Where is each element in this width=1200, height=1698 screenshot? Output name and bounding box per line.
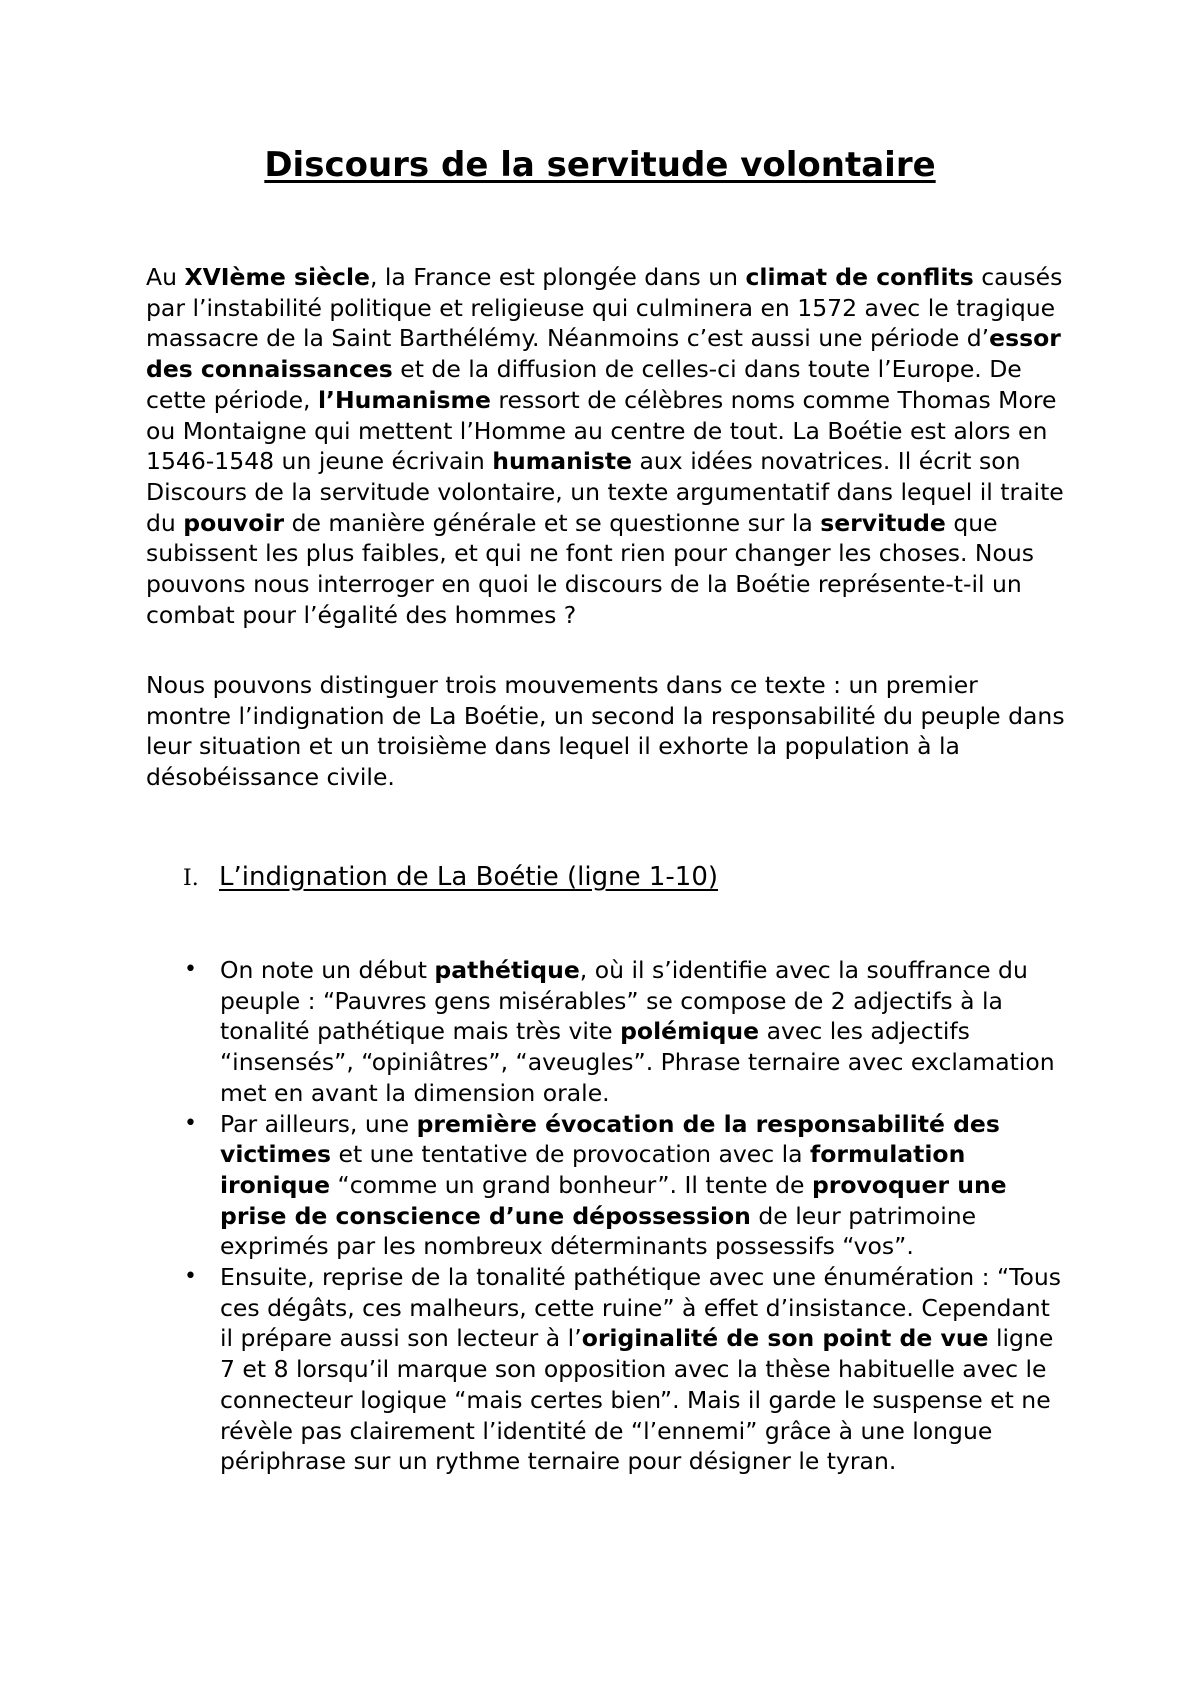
list-item-text: On note un début pathétique, où il s’identifie avec la souffrance du peuple : “Pauvres gens misérables” se compose de 2 adjectifs à la tonalité pathétique mais très vite polémique avec les adjectifs “insensés”, “opiniâtres”, “aveugles”. Phrase ternaire avec exclamation met en avant la dimension orale. bbox=[220, 956, 1055, 1107]
bold-run: essor des connaissances bbox=[146, 324, 1061, 384]
intro-paragraph: Au XVIème siècle, la France est plongée dans un climat de conflits causés par l’instabilité politique et religieuse qui culminera en 1572 avec le tragique massacre de la Saint Barthélémy. Néanmoins c’est aussi une période d’essor des connaissances et de la diffusion de celles-ci dans toute l’Europe. De cette période, l’Humanisme ressort de célèbres noms comme Thomas More ou Montaigne qui mettent l’Homme au centre de tout. La Boétie est alors en 1546-1548 un jeune écrivain humaniste aux idées novatrices. Il écrit son Discours de la servitude volontaire, un texte argumentatif dans lequel il traite du pouvoir de manière générale et se questionne sur la servitude que subissent les plus faibles, et qui ne font rien pour changer les choses. Nous pouvons nous interroger en quoi le discours de la Boétie représente-t-il un combat pour l’égalité des hommes ? bbox=[146, 263, 1064, 629]
list-item-text: Ensuite, reprise de la tonalité pathétique avec une énumération : “Tous ces dégâts, ces malheurs, cette ruine” à effet d’insistance. Cependant il prépare aussi son lecteur à l’originalité de son point de vue ligne 7 et 8 lorsqu’il marque son opposition avec la thèse habituelle avec le connecteur logique “mais certes bien”. Mais il garde le suspense et ne révèle pas clairement l’identité de “l’ennemi” grâce à une longue périphrase sur un rythme ternaire pour désigner le tyran. bbox=[220, 1263, 1062, 1476]
section-heading bbox=[183, 860, 718, 896]
bold-run: climat de conflits bbox=[745, 263, 974, 291]
bullet-icon: • bbox=[184, 1264, 197, 1290]
section-title: L’indignation de La Boétie (ligne 1-10) bbox=[219, 862, 719, 892]
bold-run: pouvoir bbox=[183, 508, 285, 537]
bold-run: formulation ironique bbox=[220, 1140, 966, 1199]
bold-run: l’Humanisme bbox=[318, 385, 491, 414]
list-item-text: Par ailleurs, une première évocation de la responsabilité des victimes et une tentative de provocation avec la formulation ironique “comme un grand bonheur”. Il tente de provoquer une prise de conscience d’une dépossession de leur patrimoine exprimés par les nombreux déterminants possessifs “vos”. bbox=[220, 1109, 1007, 1261]
bold-run: originalité de son point de vue bbox=[581, 1324, 989, 1353]
list-item bbox=[180, 955, 1070, 1109]
list-item bbox=[180, 1262, 1070, 1477]
document-title: Discours de la servitude volontaire bbox=[264, 145, 936, 185]
bold-run: pathétique bbox=[434, 956, 580, 984]
bullet-list bbox=[180, 955, 1070, 1477]
bold-run: servitude bbox=[820, 508, 946, 537]
bold-run: provoquer une prise de conscience d’une dépossession bbox=[220, 1170, 1007, 1230]
section-number: I. bbox=[183, 866, 199, 891]
bold-run: polémique bbox=[620, 1017, 760, 1046]
bold-run: première évocation de la responsabilité des victimes bbox=[220, 1109, 1000, 1169]
bold-run: XVIème siècle bbox=[184, 263, 370, 291]
bold-run: humaniste bbox=[492, 447, 633, 476]
bullet-icon: • bbox=[184, 957, 197, 982]
bullet-icon: • bbox=[184, 1110, 197, 1136]
list-item bbox=[180, 1109, 1070, 1263]
plan-paragraph: Nous pouvons distinguer trois mouvements dans ce texte : un premier montre l’indignation de La Boétie, un second la responsabilité du peuple dans leur situation et un troisième dans lequel il exhorte la population à la désobéissance civile. bbox=[146, 671, 1065, 792]
